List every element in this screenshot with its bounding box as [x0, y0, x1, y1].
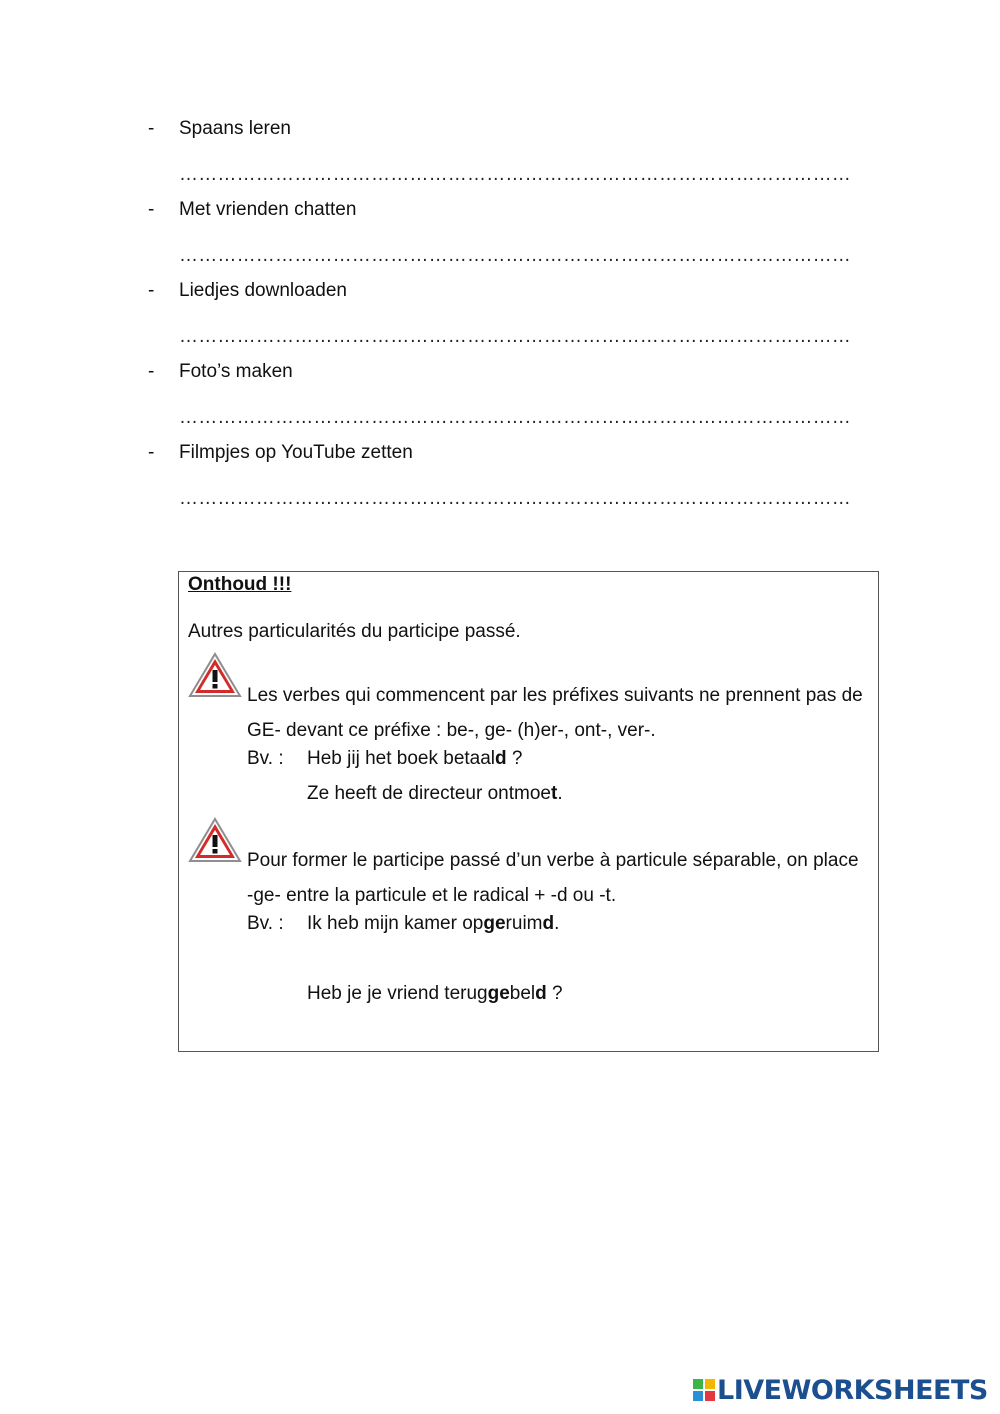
warning-triangle-icon	[188, 817, 242, 863]
liveworksheets-logo	[693, 1375, 988, 1405]
exercise-list	[148, 118, 868, 523]
list-dash: -	[148, 199, 155, 220]
example-ending: d	[542, 913, 555, 934]
exercise-prompt: Foto’s maken	[179, 361, 293, 382]
example-sentence	[307, 748, 522, 770]
answer-field[interactable]: ……………………………………………………………………………………………	[179, 164, 851, 185]
answer-field[interactable]: ……………………………………………………………………………………………	[179, 488, 851, 509]
answer-field[interactable]: ……………………………………………………………………………………………	[179, 245, 851, 266]
example-text: .	[557, 783, 563, 804]
list-dash: -	[148, 118, 155, 139]
list-dash: -	[148, 361, 155, 382]
example-text: Heb je je vriend terug	[307, 983, 488, 1004]
exercise-prompt: Liedjes downloaden	[179, 280, 347, 301]
exercise-item	[148, 361, 868, 442]
example-text: Ze heeft de directeur ontmoe	[307, 783, 551, 804]
exercise-prompt: Filmpjes op YouTube zetten	[179, 442, 413, 463]
list-dash: -	[148, 280, 155, 301]
example-sentence	[307, 983, 563, 1005]
remember-box	[178, 571, 879, 1052]
example-ending: t	[550, 783, 558, 804]
example-text: Heb jij het boek betaal	[307, 748, 496, 769]
example-text: bel	[509, 983, 536, 1004]
example-sentence	[307, 913, 559, 935]
logo-text: LIVEWORKSHEETS	[717, 1374, 988, 1406]
answer-field[interactable]: ……………………………………………………………………………………………	[179, 326, 851, 347]
exercise-item	[148, 280, 868, 361]
exercise-prompt: Spaans leren	[179, 118, 291, 139]
example-label: Bv. :	[247, 748, 284, 769]
example-ending: d	[495, 748, 507, 769]
rule-text: Les verbes qui commencent par les préfixes suivants ne prennent pas de GE- devant ce préfixe : be-, ge- (h)er-, ont-, ver-.	[247, 685, 863, 741]
exercise-item	[148, 199, 868, 280]
exercise-prompt: Met vrienden chatten	[179, 199, 357, 220]
example-text: ruim	[505, 913, 543, 934]
example-text: ?	[546, 983, 563, 1004]
list-dash: -	[148, 442, 155, 463]
example-label: Bv. :	[247, 913, 284, 934]
exercise-item	[148, 442, 868, 523]
example-text: .	[554, 913, 560, 934]
example-ending: d	[535, 983, 547, 1004]
remember-title: Onthoud !!!	[188, 574, 292, 595]
exercise-item	[148, 118, 868, 199]
example-prefix: ge	[483, 913, 506, 934]
warning-triangle-icon	[188, 652, 242, 698]
example-sentence	[307, 783, 563, 805]
rule-text: Pour former le participe passé d’un verbe à particule séparable, on place -ge- entre la particule et le radical + -d ou -t.	[247, 850, 859, 906]
answer-field[interactable]: ……………………………………………………………………………………………	[179, 407, 851, 428]
remember-intro: Autres particularités du participe passé.	[188, 621, 521, 642]
example-text: ?	[506, 748, 523, 769]
logo-mark-icon	[693, 1379, 715, 1401]
example-prefix: ge	[487, 983, 510, 1004]
example-text: Ik heb mijn kamer op	[307, 913, 484, 934]
